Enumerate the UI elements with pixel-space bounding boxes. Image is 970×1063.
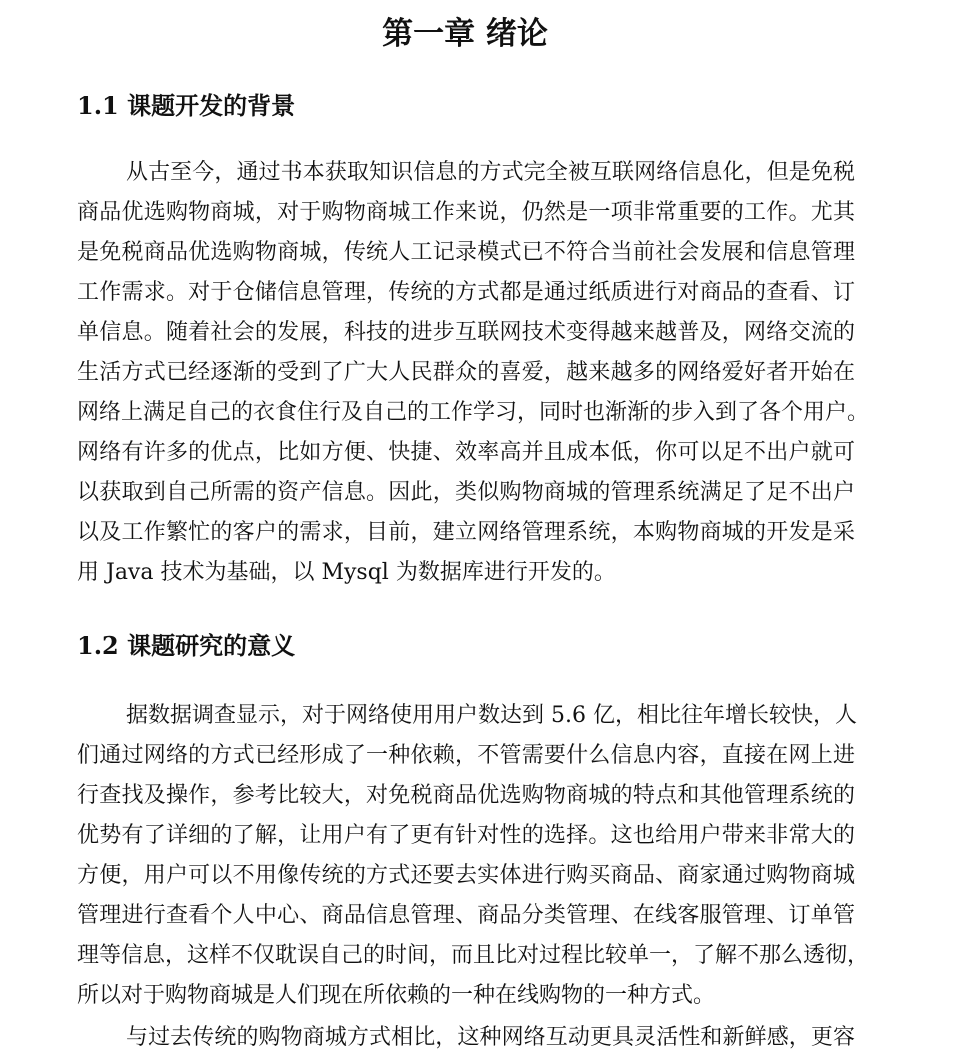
text-line: 优势有了详细的了解，让用户有了更有针对性的选择。这也给用户带来非常大的 — [77, 823, 855, 848]
text-line: 方便，用户可以不用像传统的方式还要去实体进行购买商品、商家通过购物商城 — [77, 863, 855, 888]
chapter-title: 第一章 绪论 — [382, 16, 548, 52]
text-line: 以及工作繁忙的客户的需求，目前，建立网络管理系统，本购物商城的开发是采 — [77, 520, 855, 545]
paragraph — [77, 153, 870, 593]
text-line: 理等信息，这样不仅耽误自己的时间，而且比对过程比较单一，了解不那么透彻， — [77, 943, 870, 968]
section-heading: 1.2 课题研究的意义 — [77, 631, 296, 660]
text-line: 是免税商品优选购物商城，传统人工记录模式已不符合当前社会发展和信息管理 — [77, 240, 855, 265]
text-line: 商品优选购物商城，对于购物商城工作来说，仍然是一项非常重要的工作。尤其 — [77, 200, 855, 225]
text-line: 据数据调查显示，对于网络使用用户数达到 5.6 亿，相比往年增长较快，人 — [126, 703, 857, 728]
section-heading: 1.1 课题开发的背景 — [77, 91, 296, 120]
paragraph — [77, 1018, 855, 1058]
text-line: 们通过网络的方式已经形成了一种依赖，不管需要什么信息内容，直接在网上进 — [77, 743, 855, 768]
text-line: 工作需求。对于仓储信息管理，传统的方式都是通过纸质进行对商品的查看、订 — [77, 280, 855, 305]
text-line: 生活方式已经逐渐的受到了广大人民群众的喜爱，越来越多的网络爱好者开始在 — [77, 360, 855, 385]
text-line: 所以对于购物商城是人们现在所依赖的一种在线购物的一种方式。 — [77, 983, 716, 1008]
paragraph — [77, 696, 870, 1016]
text-line: 网络有许多的优点，比如方便、快捷、效率高并且成本低，你可以足不出户就可 — [77, 440, 855, 465]
text-line: 行查找及操作，参考比较大，对免税商品优选购物商城的特点和其他管理系统的 — [77, 783, 855, 808]
text-line: 单信息。随着社会的发展，科技的进步互联网技术变得越来越普及，网络交流的 — [77, 320, 855, 345]
text-line: 以获取到自己所需的资产信息。因此，类似购物商城的管理系统满足了足不出户 — [77, 480, 855, 505]
text-line: 与过去传统的购物商城方式相比，这种网络互动更具灵活性和新鲜感，更容 — [126, 1025, 855, 1050]
text-line: 用 Java 技术为基础，以 Mysql 为数据库进行开发的。 — [77, 560, 616, 585]
text-line: 从古至今，通过书本获取知识信息的方式完全被互联网络信息化，但是免税 — [126, 160, 855, 185]
text-line: 管理进行查看个人中心、商品信息管理、商品分类管理、在线客服管理、订单管 — [77, 903, 855, 928]
text-line: 网络上满足自己的衣食住行及自己的工作学习，同时也渐渐的步入到了各个用户。 — [77, 400, 870, 425]
